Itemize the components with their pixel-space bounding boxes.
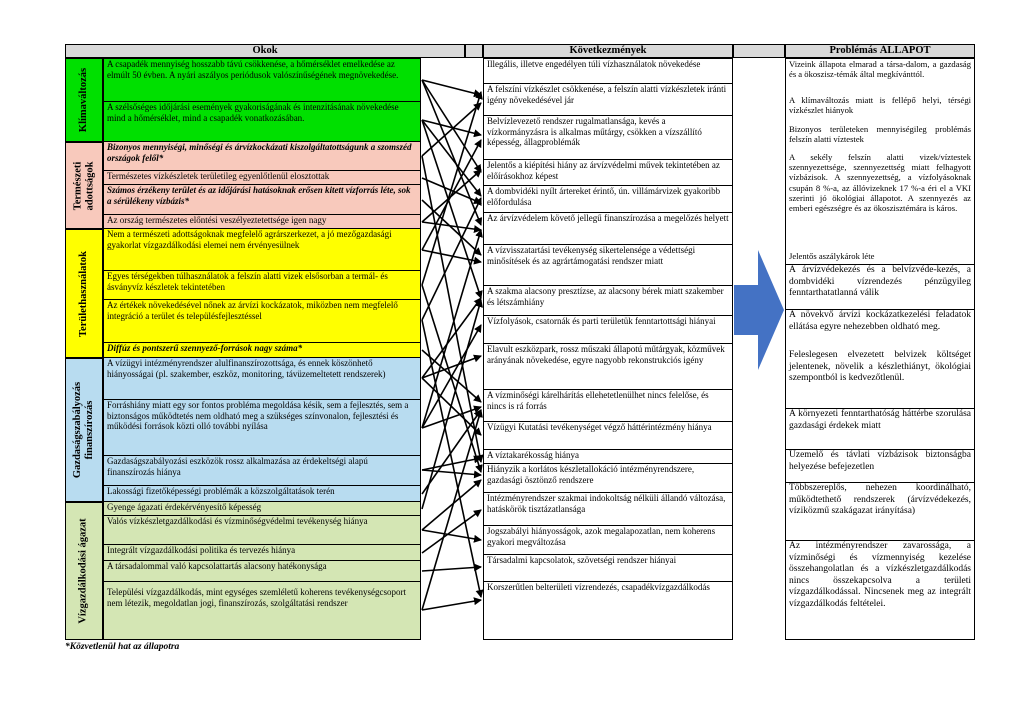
problem-item: Jelentős aszálykárok léte (789, 251, 875, 261)
cause-item: Számos érzékeny terület és az időjárási hatásoknak erősen kitett vízforrás léte, sok a sérülékeny vízbázis* (103, 185, 421, 215)
cause-item: Lakossági fizetőképességi problémák a közszolgáltatások terén (103, 486, 421, 502)
problem-item: A árvízvédekezés és a belvízvéde-kezés, a dombvidéki vízrendezés pénzügyileg fenntarthatatlanná válik (786, 264, 974, 309)
header-consequences: Következmények (483, 44, 733, 58)
category-finance: Gazdaságszabályozás finanszírozás (65, 358, 103, 502)
consequence-item: Vízügyi Kutatási tevékenységet végző háttérintézmény hiánya (484, 422, 732, 450)
cause-item: A szélsőséges időjárási események gyakoriságának és intenzitásának növekedése mind a hőmérséklet, mind a csapadék vonatkozásában. (103, 102, 421, 142)
category-land-use: Területhasználatok (65, 229, 103, 358)
problem-item: Az intézményrendszer zavarossága, a vízminőségi és vízmennyiség kezelése összehangolatlan és a vízkészletgazdálkodás nincs összekapcsolva a területi vízgazdálkodással. Nincsenek meg az integrált vízgazdálkodás feltételei. (786, 540, 974, 639)
cause-item: Nem a természeti adottságoknak megfelelő agrárszerkezet, a jó mezőgazdasági gyakorlat vízgazdálkodási elemei nem érvényesülnek (103, 229, 421, 271)
big-blue-arrow (734, 250, 784, 370)
header-causes: Okok (65, 44, 465, 58)
category-climate: Klímaváltozás (65, 58, 103, 142)
problem-item: Bizonyos területeken mennyiségileg problémás felszín alatti víztestek (789, 124, 971, 145)
consequence-item: A felszíni vízkészlet csökkenése, a felszín alatti vízkészletek iránti igény növekedésével jár (484, 84, 732, 116)
consequence-item: A vízvisszatartási tevékenység sikertelensége a védettségi minősítések és az agrártámogatási rendszer miatt (484, 245, 732, 286)
cause-item: A vízügyi intézményrendszer alulfinanszírozottsága, és ennek köszönhető hiányosságai (pl. szakember, eszköz, monitoring, távüzemeltetett rendszerek) (103, 358, 421, 400)
consequence-item: A víztakarékosság hiánya (484, 450, 732, 464)
consequence-item: A dombvidéki nyílt ártereket érintő, ún. villámárvizek gyakoribb előfordulása (484, 186, 732, 213)
consequence-item: Vízfolyások, csatornák és parti területük fenntartottsági hiányai (484, 316, 732, 344)
problem-item: Vizeink állapota elmarad a társa-dalom, a gazdaság és a ökoszisz-témák által megkívánttól. (789, 59, 971, 80)
problem-item: Többszereplős, nehezen koordinálható, működtethető rendszerek (árvízvédekezés, víziközmű szakágazat irányítása) (786, 482, 974, 538)
cause-item: A csapadék mennyiség hosszabb távú csökkenése, a hőmérséklet emelkedése az elmúlt 50 évben. A nyári aszályos periódusok valószínűségének megnövekedése. (103, 58, 421, 102)
consequence-item: Korszerűtlen belterületi vízrendezés, csapadékvízgazdálkodás (487, 582, 710, 592)
consequence-item: Elavult eszközpark, rossz műszaki állapotú műtárgyak, közművek arányának növekedése, egyre nagyobb rekonstrukciós igény (484, 344, 732, 390)
category-water-sector: Vízgazdálkodási ágazat (65, 502, 103, 640)
cause-item: Természetes vízkészletek területileg egyenlőtlenül elosztottak (103, 171, 421, 185)
category-natural-conditions: Természeti adottságok (65, 142, 103, 229)
problem-item: A sekély felszín alatti vizek/víztestek szennyezettsége, szennyezettség miatt felhagyott vízbázisok. A szennyezettség, a vízfolyásoknak csupán 8 %-a, az állóvizeknek 17 %-a éri el a VKI szerinti jó ökológiai állapotot. A szennyezés az emberi egészségre és az ökoszisztémára is káros. (789, 152, 971, 214)
consequence-item: A vízminőségi kárelhárítás ellehetetlenülhet nincs felelőse, és nincs is rá forrás (484, 390, 732, 422)
cause-item: Gazdaságszabályozási eszközök rossz alkalmazása az érdekeltségi alapú finanszírozás hiánya (103, 456, 421, 486)
cause-item: Bizonyos mennyiségi, minőségi és árvízkockázati kiszolgáltatottságunk a szomszéd országok felől* (103, 142, 421, 171)
cause-item: Diffúz és pontszerű szennyező-források nagy száma* (103, 343, 421, 358)
cause-item: Forráshiány miatt egy sor fontos probléma megoldása késik, sem a fejlesztés, sem a biztonságos működtetés nem oldható meg a szükséges színvonalon, fejlesztési és működési források közti olló további nyílása (103, 400, 421, 456)
consequence-item: Belvízlevezető rendszer rugalmatlansága, kevés a vízkormányzásra is alkalmas műtárgy, csökken a vízszállító képesség, állagproblémák (484, 116, 732, 160)
problem-item: Üzemelő és távlati vízbázisok biztonságba helyezése befejezetlen (786, 449, 974, 481)
cause-item: Gyenge ágazati érdekérvényesítő képesség (103, 502, 421, 516)
problem-item: A klímaváltozás miatt is fellépő helyi, térségi vízkészlet hiányok (789, 95, 971, 116)
cause-item: Az ország természetes előntési veszélyeztetettsége igen nagy (103, 215, 421, 229)
cause-item: A társadalommal való kapcsolattartás alacsony hatékonysága (103, 561, 421, 582)
consequence-item: Intézményrendszer szakmai indokoltság nélküli állandó változása, hatáskörök tisztázatlansága (484, 493, 732, 526)
consequence-item: Hiányzik a korlátos készletallokáció intézményrendszere, gazdasági ösztönző rendszere (484, 464, 732, 493)
cause-item: Az értékek növekedésével nőnek az árvízi kockázatok, miközben nem megfelelő integráció a terület és településfejlesztéssel (103, 300, 421, 343)
consequence-item: Társadalmi kapcsolatok, szövetségi rendszer hiányai (484, 555, 732, 582)
cause-item: Egyes térségekben túlhasználatok a felszín alatti vizek elsősorban a termál- és ásványvíz készletek tekintetében (103, 271, 421, 300)
consequence-item: Az árvízvédelem követő jellegű finanszírozása a megelőzés helyett (484, 213, 732, 245)
consequence-item: A szakma alacsony presztízse, az alacsony bérek miatt szakember és létszámhiány (484, 286, 732, 316)
problem-item: A növekvő árvízi kockázatkezelési feladatok ellátása egyre nehezebben oldható meg. (786, 309, 974, 349)
problem-item: Feleslegesen elvezetett belvizek költséget jelentenek, növelik a készlethiányt, ökológiai szempontból is kedvezőtlenül. (789, 350, 971, 383)
cause-item: Települési vízgazdálkodás, mint egységes szemléletű koherens tevékenységcsoport nem létezik, megoldatlan jogi, finanszírozás, szolgáltatási rendszer (103, 582, 421, 640)
cause-item: Valós vízkészletgazdálkodási és vízminőségvédelmi tevékenység hiánya (103, 516, 421, 545)
consequence-item: Illegális, illetve engedélyen túli vízhasználatok növekedése (484, 59, 732, 84)
header-problem-state: Problémás ÁLLAPOT (785, 44, 975, 58)
consequence-item: Jogszabályi hiányosságok, azok megalapozatlan, nem koherens gyakori megváltozása (484, 526, 732, 555)
footnote: *Közvetlenül hat az állapotra (65, 642, 180, 652)
consequence-item: Jelentős a kiépítési hiány az árvízvédelmi művek tekintetében az előírásokhoz képest (484, 160, 732, 186)
problem-item: A környezeti fenntarthatóság háttérbe szorulása gazdasági érdekek miatt (786, 408, 974, 448)
cause-item: Integrált vízgazdálkodási politika és tervezés hiánya (103, 545, 421, 561)
